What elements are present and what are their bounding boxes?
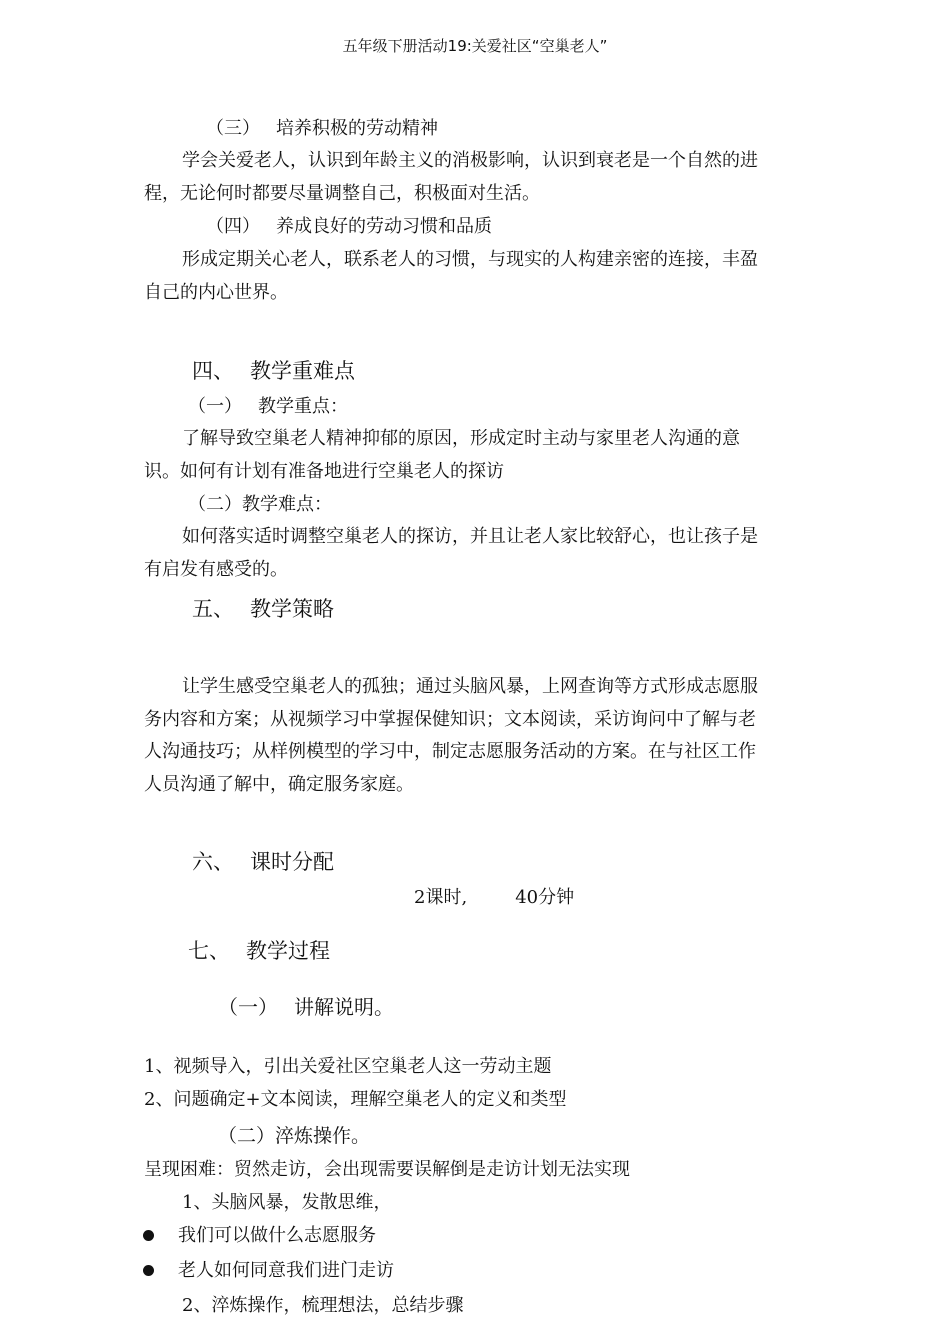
goal-4-paragraph-line-2: 自己的内心世界。 — [144, 282, 288, 303]
difficult-point-line-1: 如何落实适时调整空巢老人的探访，并且让老人家比较舒心，也让孩子是 — [182, 526, 758, 547]
goal-3-paragraph-line-2: 程，无论何时都要尽量调整自己，积极面对生活。 — [144, 183, 540, 204]
section-4-heading — [192, 357, 355, 385]
key-point-line-2: 识。如何有计划有准备地进行空巢老人的探访 — [144, 461, 504, 482]
bullet-dot-1 — [143, 1230, 154, 1241]
bullet-item-2: 老人如何同意我们进门走访 — [178, 1260, 394, 1281]
process-item-2: 2、问题确定+文本阅读，理解空巢老人的定义和类型 — [144, 1089, 567, 1110]
difficult-point-heading: （二）教学难点： — [188, 494, 332, 515]
section-5-title: 教学策略 — [250, 597, 334, 621]
key-point-title: 教学重点： — [258, 396, 348, 417]
process-part-2-heading: （二）淬炼操作。 — [218, 1125, 371, 1147]
section-5-number: 五、 — [192, 597, 234, 621]
section-7-title: 教学过程 — [246, 939, 330, 963]
process-part-1-title: 讲解说明。 — [294, 995, 394, 1019]
section-5-heading — [192, 595, 334, 623]
strategy-line-3: 人沟通技巧；从样例模型的学习中，制定志愿服务活动的方案。在与社区工作 — [144, 741, 756, 762]
section-6-number: 六、 — [192, 850, 234, 874]
goal-3-label: （三） — [206, 118, 260, 139]
process-item-1: 1、视频导入，引出关爱社区空巢老人这一劳动主题 — [144, 1056, 552, 1077]
key-point-line-1: 了解导致空巢老人精神抑郁的原因，形成定时主动与家里老人沟通的意 — [182, 428, 740, 449]
bullet-dot-2 — [143, 1265, 154, 1276]
section-6-title: 课时分配 — [250, 850, 334, 874]
class-hours — [414, 886, 574, 910]
goal-4-paragraph-line-1: 形成定期关心老人，联系老人的习惯，与现实的人构建亲密的连接，丰盈 — [182, 249, 758, 270]
difficult-point-line-2: 有启发有感受的。 — [144, 559, 288, 580]
key-point-heading — [188, 395, 348, 419]
process-part-1-heading — [218, 994, 394, 1020]
section-4-number: 四、 — [192, 359, 234, 383]
class-minutes: 40分钟 — [515, 887, 575, 908]
goal-3-heading — [206, 117, 438, 141]
strategy-line-2: 务内容和方案；从视频学习中掌握保健知识；文本阅读，采访询问中了解与老 — [144, 709, 756, 730]
goal-4-heading — [206, 215, 492, 239]
key-point-label: （一） — [188, 396, 242, 417]
strategy-line-1: 让学生感受空巢老人的孤独；通过头脑风暴，上网查询等方式形成志愿服 — [182, 676, 758, 697]
goal-3-title: 培养积极的劳动精神 — [276, 118, 438, 139]
section-4-title: 教学重难点 — [250, 359, 355, 383]
step-1: 1、头脑风暴，发散思维， — [182, 1192, 392, 1213]
difficulty-statement: 呈现困难：贸然走访，会出现需要误解倒是走访计划无法实现 — [144, 1159, 630, 1180]
process-part-1-label: （一） — [218, 995, 278, 1019]
section-6-heading — [192, 848, 334, 876]
goal-4-title: 养成良好的劳动习惯和品质 — [276, 216, 492, 237]
section-7-heading — [188, 937, 330, 965]
goal-3-paragraph-line-1: 学会关爱老人，认识到年龄主义的消极影响，认识到衰老是一个自然的进 — [182, 150, 758, 171]
strategy-line-4: 人员沟通了解中，确定服务家庭。 — [144, 774, 414, 795]
section-7-number: 七、 — [188, 939, 230, 963]
goal-4-label: （四） — [206, 216, 260, 237]
page-header: 五年级下册活动19:关爱社区“空巢老人” — [342, 37, 608, 55]
class-periods: 2课时, — [414, 887, 468, 908]
bullet-item-1: 我们可以做什么志愿服务 — [178, 1225, 376, 1246]
step-2: 2、淬炼操作，梳理想法，总结步骤 — [182, 1295, 464, 1316]
